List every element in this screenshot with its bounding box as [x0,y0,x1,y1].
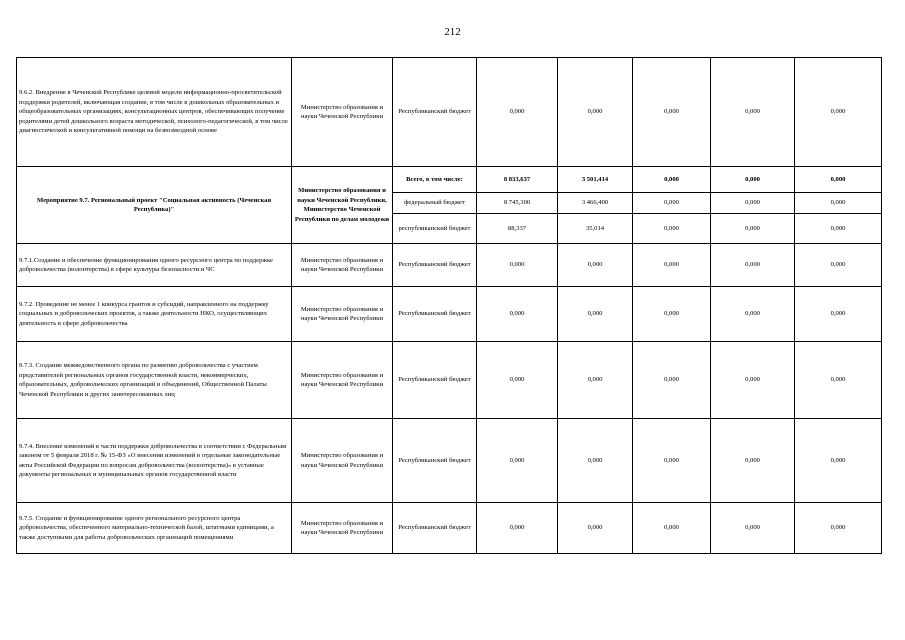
row-value: 0,000 [477,419,558,503]
row-value: 0,000 [477,503,558,554]
row-value: 0,000 [795,214,882,244]
row-value: 0,000 [795,419,882,503]
table-row [17,342,882,419]
row-funding-source: Республиканский бюджет [393,244,477,287]
row-value: 0,000 [633,214,711,244]
row-funding-source: республиканский бюджет [393,214,477,244]
row-value: 0,000 [795,58,882,167]
row-funding-source: федеральный бюджет [393,193,477,214]
row-executor: Министерство образования и науки Чеченской Республики [292,342,393,419]
row-value: 0,000 [477,244,558,287]
row-value: 0,000 [558,287,633,342]
row-value: 0,000 [711,167,795,193]
row-description: 9.7.4. Внесение изменений в части поддержки добровольчества в соответствии с Федеральным законом от 5 февраля 2018 г. № 15-ФЗ «О внесении изменений в отдельные законодательные акты Российской Федерации по вопросам добровольчества (волонтерства)» в уставные документы региональных и муниципальных органов государственной власти [17,419,292,503]
row-value: 0,000 [795,244,882,287]
row-value: 0,000 [795,167,882,193]
row-executor: Министерство образования и науки Чеченской Республики [292,58,393,167]
table-row [17,167,882,193]
row-value: 0,000 [711,419,795,503]
row-value: 0,000 [558,342,633,419]
row-value: 0,000 [795,342,882,419]
row-value: 0,000 [633,419,711,503]
budget-table [16,57,882,554]
row-value: 0,000 [477,287,558,342]
row-value: 0,000 [558,503,633,554]
row-funding-source: Республиканский бюджет [393,503,477,554]
row-value: 8 745,300 [477,193,558,214]
table-row [17,503,882,554]
row-executor: Министерство образования и науки Чеченской Республики, Министерство Чеченской Республики по делам молодежи [292,167,393,244]
row-description: 9.7.3. Создание межведомственного органа по развитию добровольчества с участием представителей региональных органов государственной власти, некоммерческих, образовательных, добровольческих организаций и объединений, Общественной Палаты Чеченской Республики и других заинтересованных лиц [17,342,292,419]
row-value: 0,000 [795,503,882,554]
row-value: 3 501,414 [558,167,633,193]
row-value: 0,000 [711,214,795,244]
row-value: 0,000 [711,193,795,214]
row-value: 0,000 [633,244,711,287]
row-value: 0,000 [795,193,882,214]
row-description: 9.6.2. Внедрение в Чеченской Республике целевой модели информационно-просветительской поддержки родителей, включающая создание, в том числе в дошкольных образовательных и общеобразовательных организациях, консультационных центров, обеспечивающих получение родителями детей дошкольного возраста методической, психолого-педагогической, в том числе диагностической и консультативной помощи на безвозмездной основе [17,58,292,167]
row-funding-source: Республиканский бюджет [393,58,477,167]
row-value: 3 466,400 [558,193,633,214]
row-value: 0,000 [633,167,711,193]
row-description: 9.7.1.Создание и обеспечение функционирования одного ресурсного центра по поддержке добровольчества (волонтерства) в сфере культуры безопасности и ЧС [17,244,292,287]
row-value: 0,000 [633,342,711,419]
row-funding-source: Республиканский бюджет [393,342,477,419]
row-value: 0,000 [633,193,711,214]
row-value: 0,000 [633,287,711,342]
row-value: 0,000 [711,342,795,419]
row-value: 35,014 [558,214,633,244]
row-value: 0,000 [633,58,711,167]
row-value: 0,000 [558,419,633,503]
page-number: 212 [444,26,461,38]
table-row [17,419,882,503]
row-funding-source: Всего, в том числе: [393,167,477,193]
row-funding-source: Республиканский бюджет [393,419,477,503]
row-executor: Министерство образования и науки Чеченской Республики [292,419,393,503]
row-executor: Министерство образования и науки Чеченской Республики [292,287,393,342]
activity-title: Мероприятие 9.7. Региональный проект "Социальная активность (Чеченская Республика)" [17,167,292,244]
row-value: 0,000 [795,287,882,342]
row-funding-source: Республиканский бюджет [393,287,477,342]
table-row [17,58,882,167]
row-description: 9.7.2. Проведение не менее 1 конкурса грантов и субсидий, направленного на поддержку социальных и добровольческих проектов, а также деятельности НКО, осуществляющих деятельность в сфере добровольчества [17,287,292,342]
row-value: 8 833,637 [477,167,558,193]
row-executor: Министерство образования и науки Чеченской Республики [292,503,393,554]
row-value: 88,337 [477,214,558,244]
row-value: 0,000 [711,287,795,342]
row-executor: Министерство образования и науки Чеченской Республики [292,244,393,287]
row-value: 0,000 [558,58,633,167]
table-row [17,287,882,342]
row-value: 0,000 [477,58,558,167]
row-value: 0,000 [711,503,795,554]
row-value: 0,000 [558,244,633,287]
table-row [17,244,882,287]
row-value: 0,000 [711,58,795,167]
row-value: 0,000 [711,244,795,287]
row-value: 0,000 [477,342,558,419]
row-description: 9.7.5. Создание и функционирование одного регионального ресурсного центра добровольчества, обеспеченного материально-технической базой, штатными единицами, а также доступными для работы добровольческих организаций помещениями [17,503,292,554]
row-value: 0,000 [633,503,711,554]
